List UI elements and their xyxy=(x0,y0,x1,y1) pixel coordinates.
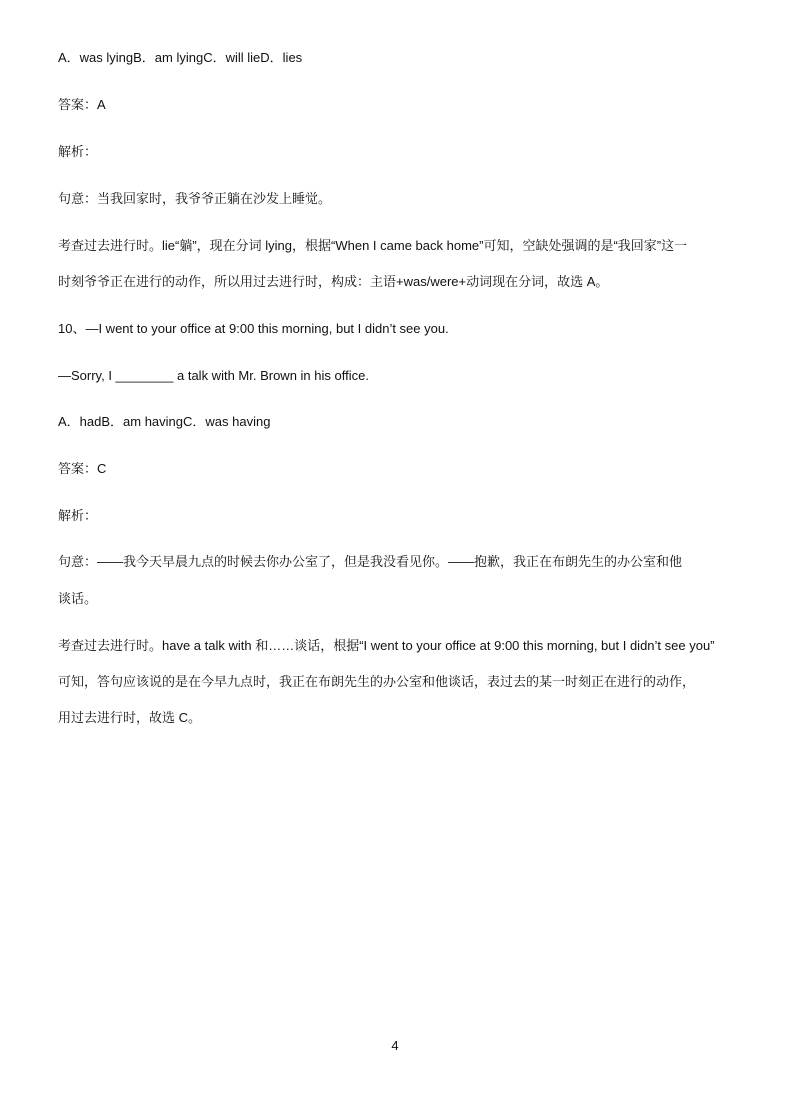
question-10-options: A．hadB．am havingC．was having xyxy=(58,414,271,429)
analysis-10-meaning-line-1: 句意：——我今天早晨九点的时候去你办公室了，但是我没看见你。——抱歉，我正在布朗先生的办公室和他 xyxy=(58,554,683,569)
analysis-9-label: 解析： xyxy=(58,144,98,159)
question-10-response: —Sorry, I ________ a talk with Mr. Brown in his office. xyxy=(58,368,369,383)
analysis-9-explanation-line-1: 考查过去进行时。lie“躺”，现在分词 lying，根据“When I came back home”可知，空缺处强调的是“我回家”这一 xyxy=(58,238,688,253)
analysis-10-explanation-line-2: 可知，答句应该说的是在今早九点时，我正在布朗先生的办公室和他谈话，表过去的某一时刻正在进行的动作， xyxy=(58,674,696,689)
analysis-10-explanation-line-3: 用过去进行时，故选 C。 xyxy=(58,710,202,725)
question-10-prompt: 10、—I went to your office at 9:00 this morning, but I didn’t see you. xyxy=(58,321,449,336)
answer-9: 答案：A xyxy=(58,97,106,112)
answer-10: 答案：C xyxy=(58,461,107,476)
analysis-9-explanation-line-2: 时刻爷爷正在进行的动作，所以用过去进行时，构成：主语+was/were+动词现在分词，故选 A。 xyxy=(58,274,609,289)
page-number: 4 xyxy=(391,1038,399,1053)
analysis-9-meaning: 句意：当我回家时，我爷爷正躺在沙发上睡觉。 xyxy=(58,191,332,206)
analysis-10-explanation-line-1: 考查过去进行时。have a talk with 和……谈话，根据“I went to your office at 9:00 this morning, but I didn’t see you” xyxy=(58,638,715,653)
analysis-10-label: 解析： xyxy=(58,508,98,523)
question-9-options: A．was lyingB．am lyingC．will lieD．lies xyxy=(58,50,303,65)
analysis-10-meaning-line-2: 谈话。 xyxy=(58,591,98,606)
